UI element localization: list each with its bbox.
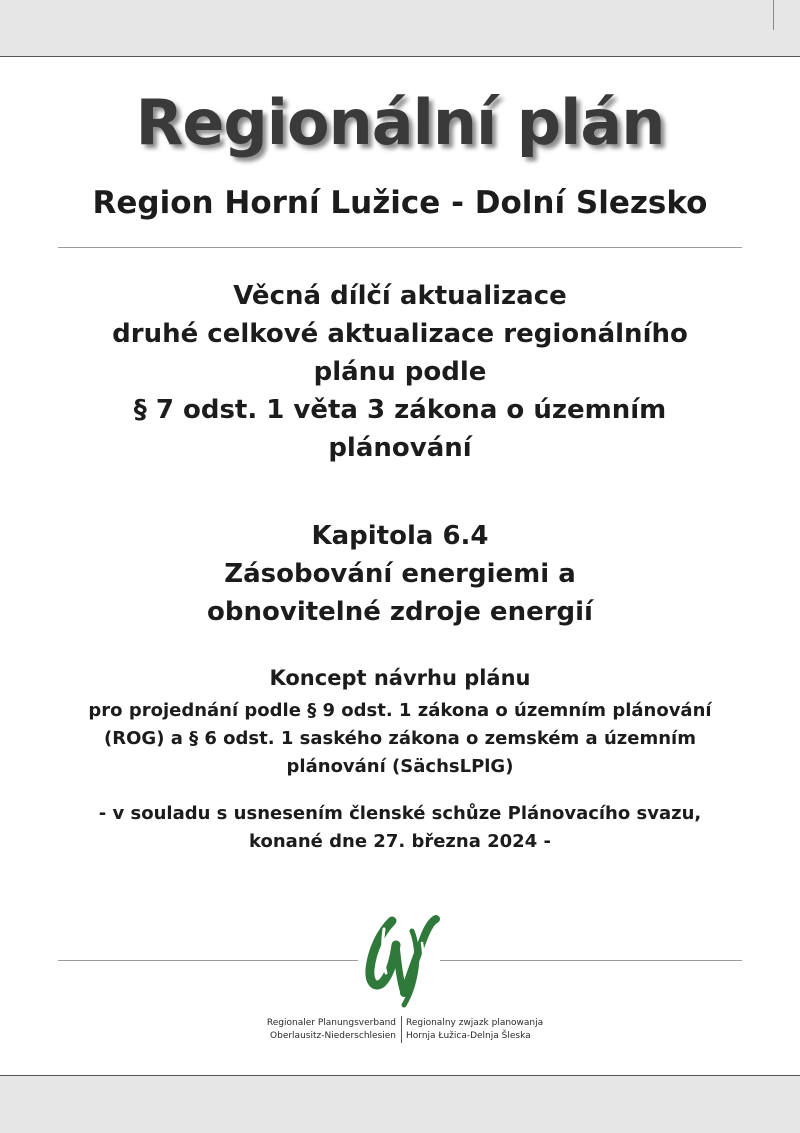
organization-divider bbox=[401, 1016, 402, 1043]
organization-name-line: Regionaler Planungsverband bbox=[266, 1018, 396, 1028]
resolution-line: konané dne 27. března 2024 - bbox=[249, 831, 551, 852]
footer-divider-right bbox=[440, 960, 742, 961]
resolution-note bbox=[40, 800, 760, 856]
description-line: Věcná dílčí aktualizace bbox=[233, 281, 567, 311]
concept-line: (ROG) a § 6 odst. 1 saského zákona o zemském a územním bbox=[104, 728, 696, 749]
concept-description bbox=[40, 697, 760, 781]
description-line: druhé celkové aktualizace regionálního bbox=[112, 319, 688, 349]
description-line: § 7 odst. 1 věta 3 zákona o územním bbox=[133, 395, 667, 425]
crop-mark bbox=[773, 0, 774, 30]
concept-line: plánování (SächsLPlG) bbox=[286, 756, 514, 777]
resolution-line: - v souladu s usnesením členské schůze Plánovacího svazu, bbox=[98, 803, 702, 824]
footer-divider-left bbox=[58, 960, 358, 961]
document-title: Regionální plán bbox=[135, 86, 665, 159]
concept-title: Koncept návrhu plánu bbox=[269, 666, 531, 690]
chapter-heading bbox=[40, 517, 760, 631]
concept-line: pro projednání podle § 9 odst. 1 zákona o územním plánování bbox=[88, 700, 712, 721]
organization-name-line: Regionalny zwjazk planowanja bbox=[406, 1018, 544, 1028]
organization-name-sorbian bbox=[406, 1017, 566, 1043]
chapter-title-line: Zásobování energiemi a bbox=[224, 559, 576, 589]
chapter-number: Kapitola 6.4 bbox=[311, 521, 489, 551]
description-line: plánu podle bbox=[313, 357, 487, 387]
update-description bbox=[40, 277, 760, 467]
regional-planning-association-logo-icon bbox=[352, 909, 448, 1009]
description-line: plánování bbox=[328, 433, 472, 463]
document-page bbox=[0, 57, 800, 1075]
top-margin-band bbox=[0, 0, 800, 57]
document-subtitle: Region Horní Lužice - Dolní Slezsko bbox=[92, 185, 708, 221]
chapter-title-line: obnovitelné zdroje energií bbox=[207, 597, 593, 627]
bottom-margin-band bbox=[0, 1075, 800, 1133]
organization-name-line: Oberlausitz-Niederschlesien bbox=[270, 1031, 396, 1041]
organization-name-line: Hornja Łužica-Delnja Šleska bbox=[406, 1031, 531, 1041]
organization-name-german bbox=[244, 1017, 396, 1043]
title-divider bbox=[58, 247, 742, 248]
